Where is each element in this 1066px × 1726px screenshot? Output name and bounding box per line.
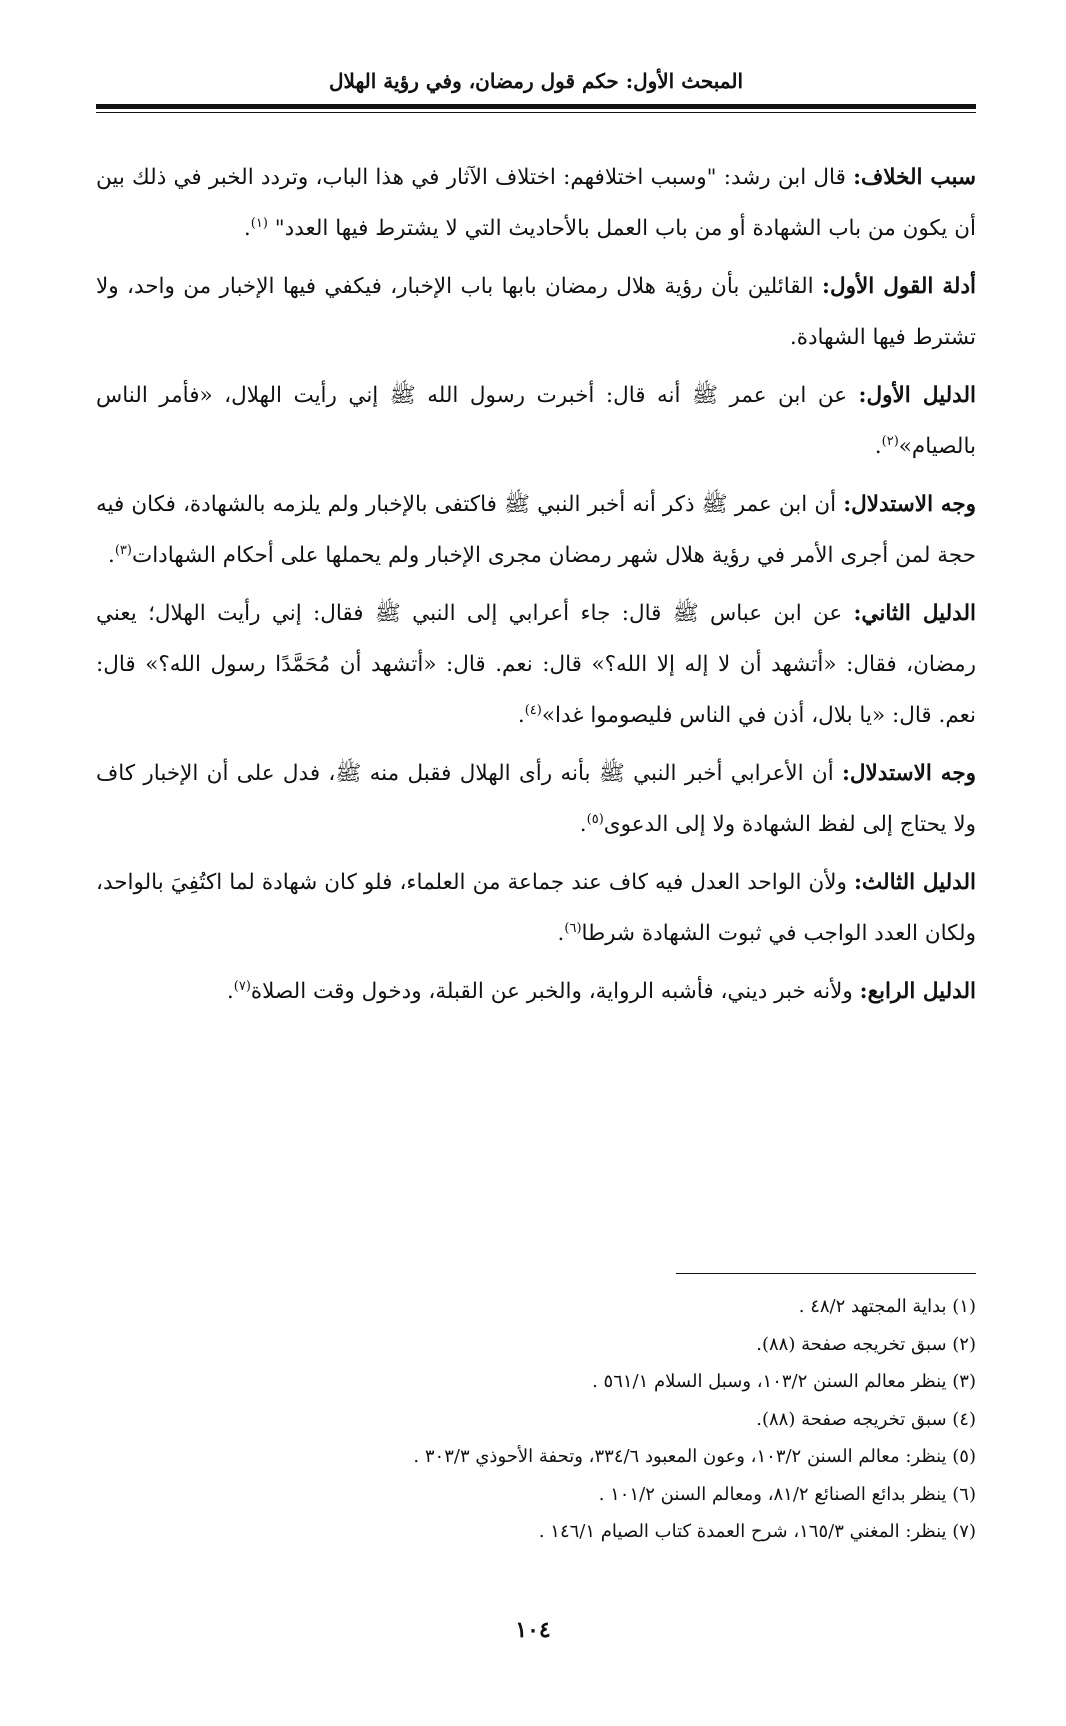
- paragraph-end: .: [874, 434, 882, 459]
- footnote-separator: [676, 1273, 976, 1274]
- paragraph-text: أن الأعرابي أخبر النبي ﷺ بأنه رأى الهلال فقبل منه ﷺ، فدل على أن الإخبار كاف ولا يحتاج إلى لفظ الشهادة ولا إلى الدعوى: [96, 761, 976, 837]
- footnote-ref: (٦): [564, 920, 582, 936]
- paragraph: [96, 857, 976, 959]
- paragraph-lead: أدلة القول الأول:: [822, 274, 976, 299]
- footnote: (٤) سبق تخريجه صفحة (٨٨).: [756, 1408, 976, 1430]
- paragraph-lead: الدليل الثالث:: [853, 870, 976, 895]
- paragraph-end: .: [557, 921, 565, 946]
- paragraph-lead: الدليل الرابع:: [859, 979, 976, 1004]
- running-header: المبحث الأول: حكم قول رمضان، وفي رؤية الهلال: [329, 69, 743, 93]
- footnote-ref: (١): [250, 215, 268, 231]
- paragraph-lead: وجه الاستدلال:: [843, 492, 976, 517]
- paragraph-text: ولأن الواحد العدل فيه كاف عند جماعة من العلماء، فلو كان شهادة لما اكتُفِيَ بالواحد، ولكان العدد الواجب في ثبوت الشهادة شرطا: [96, 870, 976, 946]
- footnote: (٣) ينظر معالم السنن ١٠٣/٢، وسبل السلام ٥٦١/١ .: [592, 1371, 976, 1392]
- paragraph-lead: الدليل الأول:: [858, 383, 976, 408]
- paragraph-lead: وجه الاستدلال:: [841, 761, 976, 786]
- footnote: (٢) سبق تخريجه صفحة (٨٨).: [756, 1333, 976, 1355]
- paragraph-lead: الدليل الثاني:: [853, 601, 976, 626]
- paragraph: [96, 748, 976, 850]
- footnote-ref: (٣): [114, 542, 132, 558]
- paragraph: [96, 479, 976, 581]
- paragraph: [96, 152, 976, 254]
- paragraph-lead: سبب الخلاف:: [853, 165, 976, 190]
- paragraph-text: عن ابن عباس ﷺ قال: جاء أعرابي إلى النبي ﷺ فقال: إني رأيت الهلال؛ يعني رمضان، فقال: «أتشهد أن لا إله إلا الله؟» قال: نعم. قال: «أتشهد أن مُحَمَّدًا رسول الله؟» قال: نعم. قال: «يا بلال، أذن في الناس فليصوموا غدا»: [96, 601, 976, 728]
- paragraph: [96, 588, 976, 741]
- paragraph-end: .: [226, 979, 234, 1004]
- paragraph-text: قال ابن رشد: "وسبب اختلافهم: اختلاف الآثار في هذا الباب، وتردد الخبر في ذلك بين أن يكون من باب الشهادة أو من باب العمل بالأحاديث التي لا يشترط فيها العدد": [96, 165, 976, 241]
- paragraph-text: القائلين بأن رؤية هلال رمضان بابها باب الإخبار، فيكفي فيها الإخبار من واحد، ولا تشترط فيها الشهادة.: [96, 274, 976, 350]
- page-number: ١٠٤: [515, 1617, 551, 1643]
- paragraph-end: .: [107, 543, 115, 568]
- footnote: (٦) ينظر بدائع الصنائع ٨١/٢، ومعالم السنن ١٠١/٢ .: [598, 1483, 976, 1505]
- footnote-ref: (٢): [881, 433, 899, 449]
- paragraph: [96, 966, 976, 1017]
- paragraph-end: .: [243, 216, 251, 241]
- paragraph: [96, 370, 976, 472]
- footnotes: [96, 1288, 976, 1551]
- footnote-ref: (٧): [233, 978, 251, 994]
- header-rule-thin: [96, 112, 976, 113]
- footnote-ref: (٥): [586, 811, 604, 827]
- footnote: (٧) ينظر: المغني ١٦٥/٣، شرح العمدة كتاب الصيام ١٤٦/١ .: [538, 1521, 976, 1542]
- footnote: (١) بداية المجتهد ٤٨/٢ .: [798, 1296, 976, 1317]
- footnote-ref: (٤): [524, 702, 542, 718]
- paragraph-text: عن ابن عمر ﷺ أنه قال: أخبرت رسول الله ﷺ إني رأيت الهلال، «فأمر الناس بالصيام»: [96, 383, 976, 459]
- paragraph-end: .: [579, 812, 587, 837]
- footnote: (٥) ينظر: معالم السنن ١٠٣/٢، وعون المعبود ٣٣٤/٦، وتحفة الأحوذي ٣٠٣/٣ .: [413, 1446, 976, 1467]
- paragraph-text: أن ابن عمر ﷺ ذكر أنه أخبر النبي ﷺ فاكتفى بالإخبار ولم يلزمه بالشهادة، فكان فيه حجة لمن أجرى الأمر في رؤية هلال شهر رمضان مجرى الإخبار ولم يحملها على أحكام الشهادات: [96, 492, 976, 568]
- paragraph: [96, 261, 976, 363]
- header-rule: [96, 104, 976, 109]
- paragraph-end: .: [517, 703, 525, 728]
- paragraph-text: ولأنه خبر ديني، فأشبه الرواية، والخبر عن القبلة، ودخول وقت الصلاة: [250, 979, 860, 1004]
- body-text: [96, 152, 976, 1024]
